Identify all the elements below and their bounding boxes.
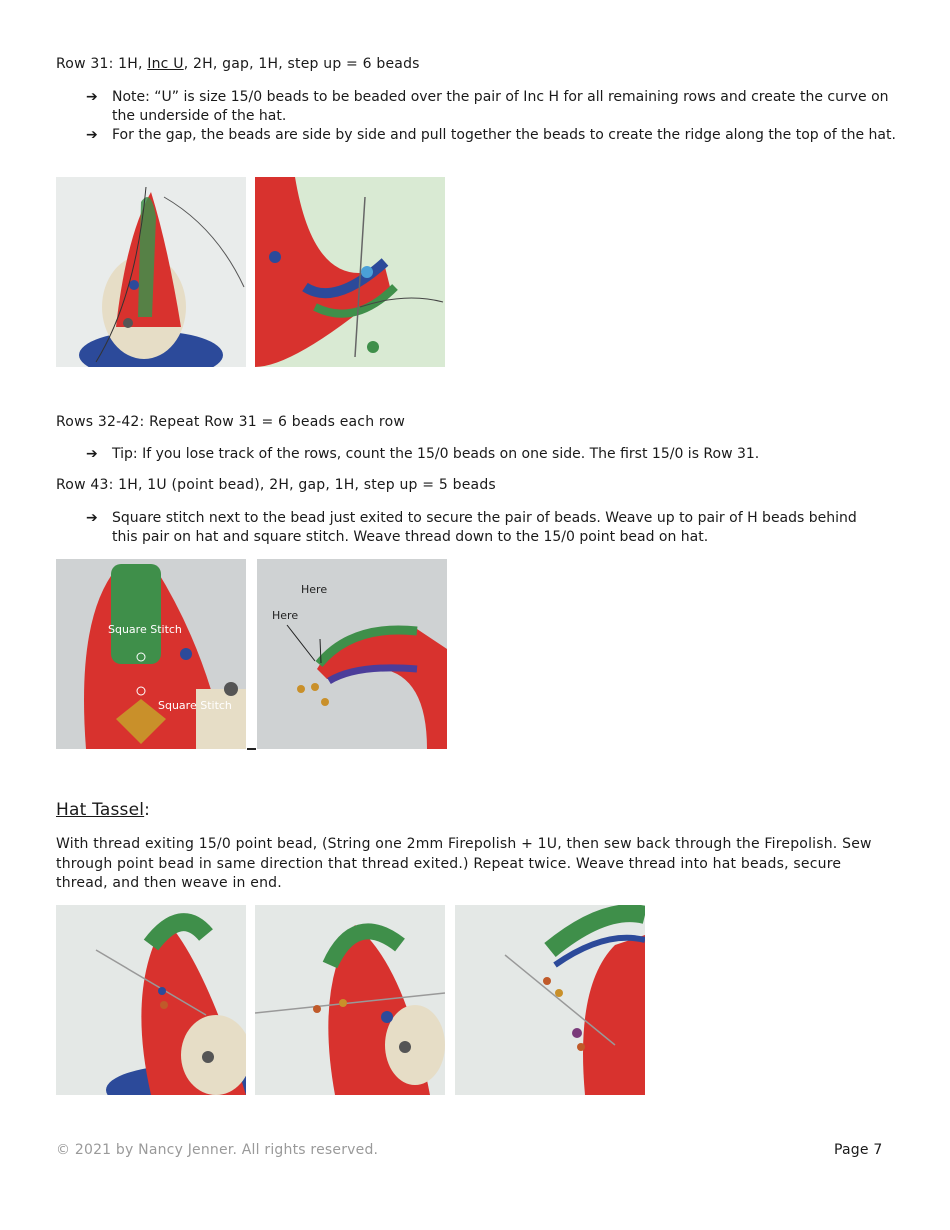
hat-tassel-title: Hat Tassel: xyxy=(56,800,151,820)
arrow-right-icon: ➔ xyxy=(86,510,98,526)
note-bullet: ➔ Note: “U” is size 15/0 beads to be beaded over the pair of Inc H for all remaining rows and create the curve on the underside of the hat. xyxy=(86,89,889,124)
rows32-42-tip xyxy=(86,445,896,464)
row43-note xyxy=(86,509,876,547)
row43-heading: Row 43: 1H, 1U (point bead), 2H, gap, 1H, step up = 5 beads xyxy=(56,477,496,493)
row31-heading: Row 31: 1H, Inc U, 2H, gap, 1H, step up = 6 beads xyxy=(56,56,420,72)
arrow-right-icon: ➔ xyxy=(86,89,98,105)
photo-hat-curve-closeup xyxy=(255,177,445,367)
note-bullet: ➔ For the gap, the beads are side by side and pull together the beads to create the ridge along the top of the hat. xyxy=(86,127,896,143)
inc-u-underlined: Inc U xyxy=(147,56,184,72)
divider-mark xyxy=(247,748,256,750)
label-square-stitch-bottom: Square Stitch xyxy=(158,699,232,712)
label-square-stitch-top: Square Stitch xyxy=(108,623,182,636)
photo-tassel-step-1 xyxy=(56,905,246,1095)
tip-bullet: ➔ Tip: If you lose track of the rows, count the 15/0 beads on one side. The first 15/0 is Row 31. xyxy=(86,446,760,462)
page-number: Page 7 xyxy=(834,1142,883,1158)
note-bullet: ➔ Square stitch next to the bead just exited to secure the pair of beads. Weave up to pair of H beads behind this pair on hat and square stitch. Weave thread down to the 15/0 point bead on hat. xyxy=(86,510,857,545)
photo-tassel-step-3 xyxy=(455,905,645,1095)
rows32-42-heading: Rows 32-42: Repeat Row 31 = 6 beads each row xyxy=(56,414,405,430)
arrow-right-icon: ➔ xyxy=(86,446,98,462)
photo-hat-top-view xyxy=(56,177,246,367)
photo-square-stitch xyxy=(56,559,246,749)
label-here-left: Here xyxy=(272,609,299,622)
photo-point-bead xyxy=(257,559,447,749)
hat-tassel-body: With thread exiting 15/0 point bead, (String one 2mm Firepolish + 1U, then sew back through the Firepolish. Sew through point bead in same direction that thread exited.) Repeat twice. Weave thread into hat beads, secure thread, and then weave in end. xyxy=(56,836,872,891)
footer-copyright: © 2021 by Nancy Jenner. All rights reserved. xyxy=(56,1142,379,1158)
label-here-top: Here xyxy=(301,583,328,596)
photo-tassel-step-2 xyxy=(255,905,445,1095)
arrow-right-icon: ➔ xyxy=(86,127,98,143)
row31-notes xyxy=(86,88,896,145)
